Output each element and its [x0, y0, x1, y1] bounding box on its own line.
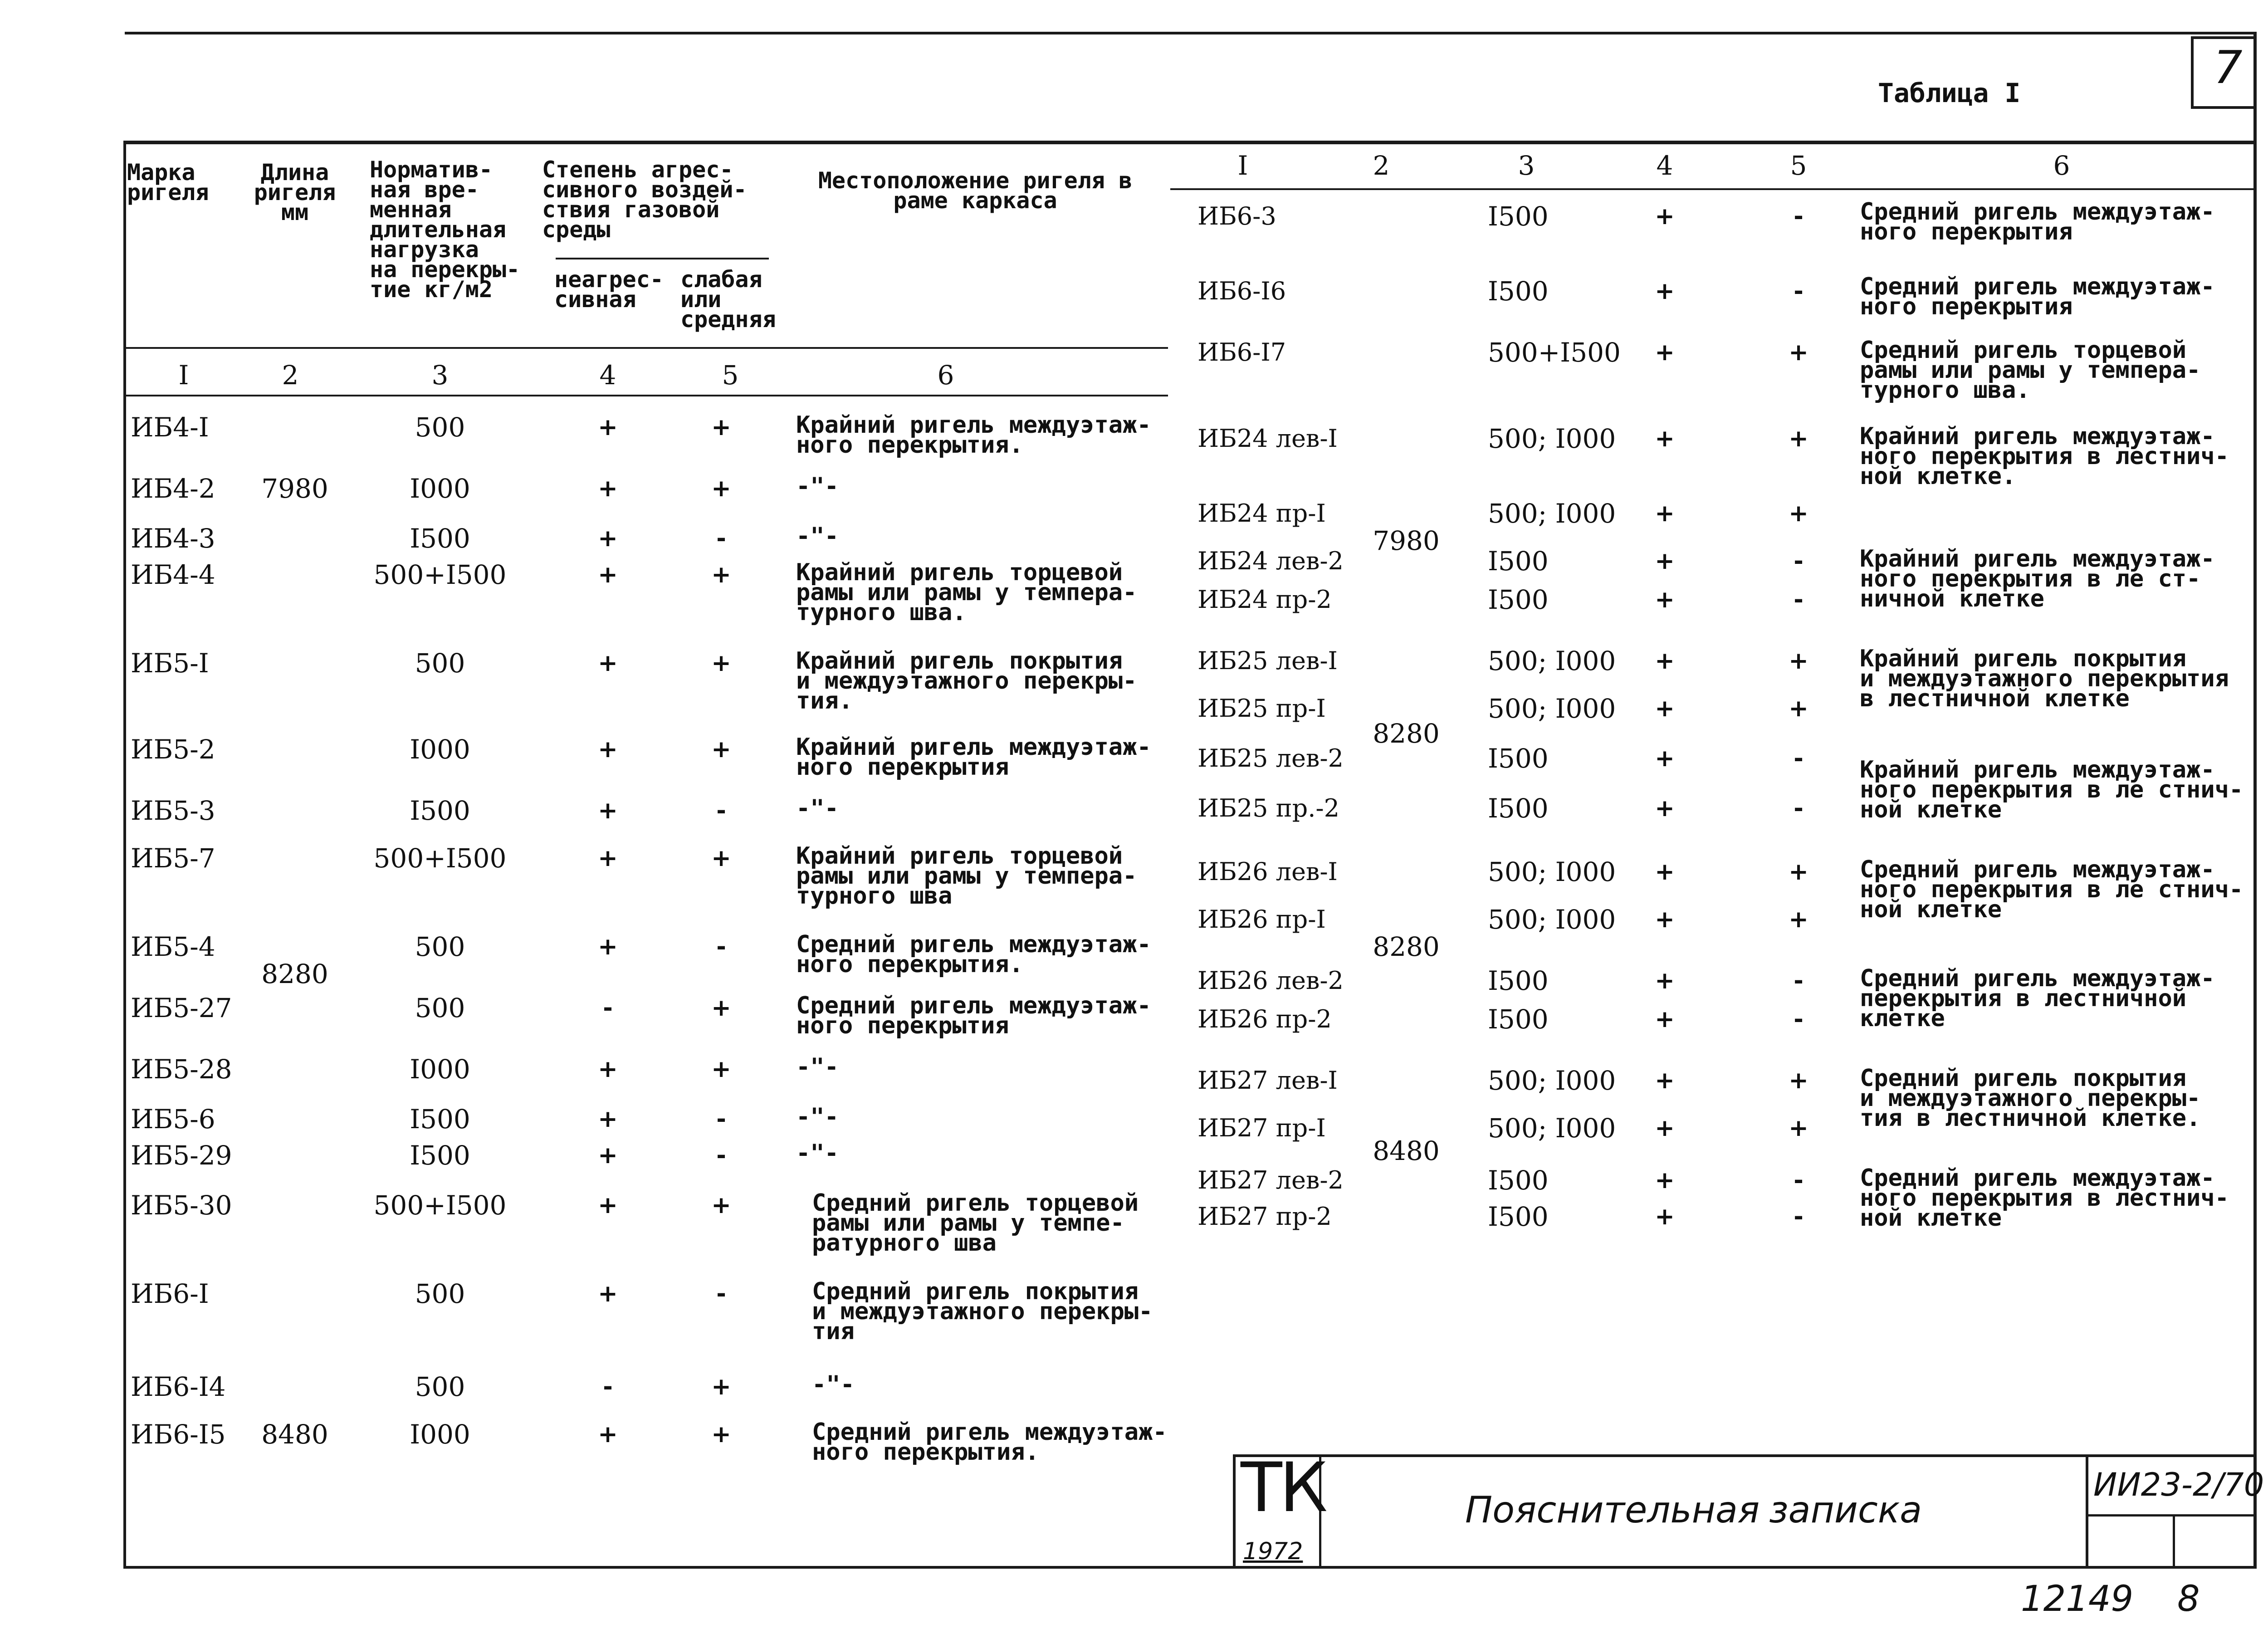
right-row-aggr-weak: + — [1789, 425, 1809, 452]
left-row-load: 500 — [415, 993, 465, 1023]
right-row-aggr-weak: + — [1789, 695, 1809, 722]
left-colnum-5: 5 — [722, 360, 739, 391]
right-row-length: 8280 — [1373, 931, 1440, 962]
right-row-mark: ИБ27 лев-I — [1198, 1066, 1338, 1095]
header-non-aggressive: неагрес- сивная — [554, 266, 664, 313]
left-row-mark: ИБ4-4 — [131, 559, 215, 590]
inventory-number: 12149 — [2021, 1579, 2134, 1619]
right-row-load: 500+I500 — [1488, 337, 1621, 368]
right-row-aggr-none: + — [1655, 967, 1675, 994]
left-row-aggr-weak: + — [711, 736, 731, 763]
right-row-load: I500 — [1488, 546, 1549, 577]
right-row-aggr-weak: - — [1794, 1006, 1804, 1033]
right-row-location: Средний ригель междуэтаж- ного перекрытия в ле стнич- ной клетке — [1860, 856, 2244, 923]
right-table-colnum-line — [1170, 188, 2254, 190]
right-row-aggr-none: + — [1655, 339, 1675, 366]
right-row-mark: ИБ6-I7 — [1198, 338, 1286, 367]
right-row-load: I500 — [1488, 1004, 1549, 1035]
document-code: ИИ23-2/70 — [2093, 1466, 2264, 1503]
left-row-aggr-weak: + — [711, 994, 731, 1022]
right-row-aggr-weak: + — [1789, 906, 1809, 933]
right-row-aggr-none: + — [1655, 1167, 1675, 1194]
header-weak: слабая или средняя — [680, 266, 776, 333]
right-row-location: Средний ригель междуэтаж- ного перекрытия в лестнич- ной клетке — [1860, 1164, 2229, 1232]
left-row-load: I000 — [410, 1054, 470, 1085]
left-row-mark: ИБ5-6 — [131, 1104, 215, 1135]
header-degree: Степень агрес- сивного воздей- ствия газовой среды — [542, 157, 747, 243]
right-row-aggr-none: + — [1655, 906, 1675, 933]
right-row-aggr-weak: + — [1789, 1115, 1809, 1142]
left-row-location: -"- — [796, 1103, 839, 1130]
left-row-location: Крайний ригель междуэтаж- ного перекрытия. — [796, 411, 1151, 459]
right-row-mark: ИБ26 лев-2 — [1198, 966, 1344, 995]
right-row-mark: ИБ25 лев-I — [1198, 646, 1338, 675]
right-row-location: Средний ригель междуэтаж- ного перекрытия — [1860, 198, 2215, 245]
document-title-word2: записка — [1769, 1489, 1922, 1531]
table-title: Таблица I — [1878, 78, 2021, 108]
right-colnum-2: 2 — [1373, 150, 1390, 181]
right-row-load: 500; I000 — [1488, 1065, 1616, 1096]
left-row-aggr-weak: - — [716, 797, 726, 824]
left-row-mark: ИБ5-2 — [131, 734, 215, 765]
left-row-location: -"- — [796, 473, 839, 500]
left-row-mark: ИБ6-I5 — [131, 1419, 226, 1450]
left-row-mark: ИБ6-I4 — [131, 1371, 226, 1402]
left-row-load: 500 — [415, 1371, 465, 1402]
left-colnum-4: 4 — [599, 360, 616, 391]
left-row-length: 8280 — [261, 959, 328, 989]
right-row-mark: ИБ24 пр-I — [1198, 499, 1326, 528]
left-row-load: I000 — [410, 1419, 470, 1450]
left-row-length: 8480 — [261, 1419, 328, 1450]
degree-underline — [556, 258, 769, 259]
right-row-load: 500; I000 — [1488, 693, 1616, 724]
right-row-load: 500; I000 — [1488, 1113, 1616, 1144]
top-border — [125, 32, 2257, 34]
right-border — [2253, 32, 2257, 1569]
left-row-mark: ИБ5-4 — [131, 931, 215, 962]
right-row-load: 500; I000 — [1488, 423, 1616, 454]
sheet-number: 7 — [2214, 41, 2243, 94]
right-row-load: 500; I000 — [1488, 646, 1616, 676]
right-row-mark: ИБ25 пр-I — [1198, 694, 1326, 723]
left-row-aggr-weak: + — [711, 561, 731, 588]
left-row-aggr-weak: - — [716, 1280, 726, 1307]
left-row-location: -"- — [796, 523, 839, 550]
left-row-location: Крайний ригель покрытия и междуэтажного перекры- тия. — [796, 647, 1137, 714]
right-row-location: Крайний ригель покрытия и междуэтажного перекрытия в лестничной клетке — [1860, 645, 2229, 712]
right-row-aggr-none: + — [1655, 586, 1675, 613]
left-row-aggr-weak: - — [716, 933, 726, 960]
right-colnum-6: 6 — [2053, 150, 2070, 181]
left-row-aggr-none: - — [603, 1373, 613, 1400]
right-colnum-3: 3 — [1518, 150, 1535, 181]
right-colnum-1: I — [1237, 150, 1248, 181]
left-row-load: 500 — [415, 648, 465, 679]
right-row-load: I500 — [1488, 965, 1549, 996]
left-row-aggr-weak: + — [711, 414, 731, 441]
right-row-mark: ИБ26 пр-2 — [1198, 1005, 1332, 1033]
right-row-aggr-none: + — [1655, 745, 1675, 772]
left-row-mark: ИБ5-I — [131, 648, 209, 679]
right-row-mark: ИБ26 лев-I — [1198, 857, 1338, 886]
right-row-aggr-weak: - — [1794, 1167, 1804, 1194]
left-row-location: Средний ригель междуэтаж- ного перекрытия — [796, 992, 1151, 1039]
titleblock-code-divider — [2086, 1454, 2088, 1568]
right-row-load: I500 — [1488, 584, 1549, 615]
right-row-mark: ИБ27 пр-I — [1198, 1114, 1326, 1142]
left-row-aggr-none: + — [598, 1421, 618, 1448]
left-row-location: -"- — [796, 795, 839, 822]
right-colnum-5: 5 — [1790, 150, 1807, 181]
left-row-mark: ИБ4-I — [131, 412, 209, 443]
right-row-load: 500; I000 — [1488, 904, 1616, 935]
right-row-aggr-none: + — [1655, 1203, 1675, 1230]
left-row-aggr-none: + — [598, 414, 618, 441]
left-row-mark: ИБ4-2 — [131, 473, 215, 504]
left-row-aggr-none: + — [598, 561, 618, 588]
left-row-mark: ИБ5-27 — [131, 993, 232, 1023]
left-row-location: Средний ригель торцевой рамы или рамы у темпе- ратурного шва — [812, 1189, 1139, 1257]
left-row-aggr-none: - — [603, 994, 613, 1022]
tk-year: 1972 — [1243, 1538, 1303, 1565]
left-colnum-2: 2 — [282, 360, 299, 391]
right-row-aggr-none: + — [1655, 647, 1675, 675]
right-row-load: I500 — [1488, 201, 1549, 232]
left-row-aggr-none: + — [598, 797, 618, 824]
left-row-location: Крайний ригель торцевой рамы или рамы у темпера- турного шва. — [796, 559, 1137, 626]
right-row-aggr-weak: - — [1794, 278, 1804, 305]
left-row-length: 7980 — [261, 473, 328, 504]
left-table-colnum-line — [125, 347, 1168, 349]
left-row-load: I000 — [410, 473, 470, 504]
left-row-aggr-weak: - — [716, 1106, 726, 1133]
right-row-aggr-none: + — [1655, 548, 1675, 575]
left-row-aggr-weak: + — [711, 1192, 731, 1219]
left-row-location: Средний ригель междуэтаж- ного перекрытия. — [796, 931, 1151, 978]
left-colnum-1: I — [178, 360, 189, 391]
left-row-load: 500 — [415, 1278, 465, 1309]
left-row-load: I500 — [410, 1140, 470, 1171]
left-colnum-3: 3 — [431, 360, 449, 391]
left-row-load: I000 — [410, 734, 470, 765]
left-row-aggr-weak: - — [716, 1142, 726, 1169]
right-row-aggr-weak: - — [1794, 586, 1804, 613]
right-row-aggr-none: + — [1655, 203, 1675, 230]
left-row-aggr-none: + — [598, 1280, 618, 1307]
right-row-mark: ИБ24 пр-2 — [1198, 585, 1332, 614]
right-row-aggr-weak: - — [1794, 745, 1804, 772]
left-row-aggr-none: + — [598, 1142, 618, 1169]
right-row-mark: ИБ27 лев-2 — [1198, 1166, 1344, 1194]
left-row-aggr-none: + — [598, 475, 618, 502]
right-row-aggr-none: + — [1655, 1115, 1675, 1142]
titleblock-top-line — [1234, 1454, 2254, 1457]
left-row-load: 500+I500 — [373, 559, 507, 590]
left-row-load: 500+I500 — [373, 1190, 507, 1221]
header-mark: Марка ригеля — [127, 159, 209, 205]
right-row-location: Средний ригель торцевой рамы или рамы у темпера- турного шва. — [1860, 337, 2201, 404]
right-row-load: I500 — [1488, 1201, 1549, 1232]
left-row-aggr-none: + — [598, 650, 618, 677]
right-row-aggr-weak: + — [1789, 1067, 1809, 1094]
right-row-mark: ИБ25 пр.-2 — [1198, 794, 1339, 822]
left-row-location: Средний ригель покрытия и междуэтажного перекры- тия — [812, 1278, 1153, 1345]
right-colnum-4: 4 — [1656, 150, 1673, 181]
right-row-aggr-none: + — [1655, 858, 1675, 885]
left-row-aggr-none: + — [598, 1106, 618, 1133]
header-load: Норматив- ная вре- менная длительная нагрузка на перекры- тие кг/м2 — [370, 157, 520, 303]
left-row-aggr-none: + — [598, 1056, 618, 1083]
left-table-row-line — [125, 395, 1168, 396]
right-row-aggr-none: + — [1655, 795, 1675, 822]
right-row-location: Крайний ригель междуэтаж- ного перекрытия в ле стнич- ной клетке — [1860, 756, 2244, 823]
right-row-aggr-none: + — [1655, 425, 1675, 452]
right-row-load: 500; I000 — [1488, 856, 1616, 887]
left-row-load: I500 — [410, 523, 470, 554]
tk-logo: ТК — [1241, 1448, 1325, 1527]
right-row-mark: ИБ26 пр-I — [1198, 905, 1326, 934]
right-row-length: 7980 — [1373, 525, 1440, 556]
left-colnum-6: 6 — [937, 360, 954, 391]
right-row-aggr-weak: + — [1789, 647, 1809, 675]
right-row-aggr-weak: - — [1794, 203, 1804, 230]
left-row-mark: ИБ5-30 — [131, 1190, 232, 1221]
right-row-length: 8280 — [1373, 718, 1440, 749]
left-row-location: Средний ригель междуэтаж- ного перекрытия. — [812, 1419, 1167, 1466]
right-row-aggr-none: + — [1655, 278, 1675, 305]
right-row-mark: ИБ6-I6 — [1198, 277, 1286, 305]
left-row-load: 500+I500 — [373, 843, 507, 874]
left-row-aggr-weak: + — [711, 845, 731, 872]
titleblock-code-hline — [2087, 1514, 2254, 1517]
left-row-aggr-none: + — [598, 525, 618, 552]
right-row-aggr-weak: - — [1794, 1203, 1804, 1230]
left-row-aggr-none: + — [598, 845, 618, 872]
right-row-aggr-weak: + — [1789, 339, 1809, 366]
right-row-location: Средний ригель покрытия и междуэтажного перекры- тия в лестничной клетке. — [1860, 1065, 2201, 1132]
right-row-aggr-weak: + — [1789, 858, 1809, 885]
left-row-load: I500 — [410, 1104, 470, 1135]
right-row-mark: ИБ27 пр-2 — [1198, 1202, 1332, 1231]
left-row-mark: ИБ4-3 — [131, 523, 215, 554]
right-row-mark: ИБ24 лев-2 — [1198, 547, 1344, 575]
right-row-aggr-none: + — [1655, 1006, 1675, 1033]
right-row-load: I500 — [1488, 276, 1549, 307]
left-row-mark: ИБ5-3 — [131, 795, 215, 826]
left-row-aggr-none: + — [598, 1192, 618, 1219]
right-row-load: 500; I000 — [1488, 498, 1616, 529]
right-row-mark: ИБ24 лев-I — [1198, 424, 1338, 453]
right-row-aggr-none: + — [1655, 1067, 1675, 1094]
right-row-aggr-weak: - — [1794, 795, 1804, 822]
left-row-load: 500 — [415, 931, 465, 962]
right-row-length: 8480 — [1373, 1135, 1440, 1166]
right-row-location: Средний ригель междуэтаж- перекрытия в лестничной клетке — [1860, 965, 2215, 1032]
right-row-aggr-weak: - — [1794, 548, 1804, 575]
right-row-aggr-weak: - — [1794, 967, 1804, 994]
left-row-aggr-weak: + — [711, 1056, 731, 1083]
left-row-aggr-weak: - — [716, 525, 726, 552]
left-row-mark: ИБ5-28 — [131, 1054, 232, 1085]
right-row-aggr-none: + — [1655, 695, 1675, 722]
left-row-load: 500 — [415, 412, 465, 443]
right-row-load: I500 — [1488, 1165, 1549, 1196]
left-row-load: I500 — [410, 795, 470, 826]
right-row-location: Крайний ригель междуэтаж- ного перекрытия в ле ст- ничной клетке — [1860, 545, 2215, 612]
left-row-aggr-none: + — [598, 933, 618, 960]
header-length: Длина ригеля мм — [254, 159, 336, 225]
left-row-location: -"- — [796, 1140, 839, 1167]
left-row-aggr-weak: + — [711, 1421, 731, 1448]
left-row-aggr-weak: + — [711, 475, 731, 502]
right-row-mark: ИБ25 лев-2 — [1198, 744, 1344, 773]
titleblock-left-line — [1233, 1454, 1236, 1568]
left-row-location: -"- — [796, 1053, 839, 1081]
left-row-location: Крайний ригель междуэтаж- ного перекрытия — [796, 734, 1151, 781]
header-location: Местоположение ригеля в раме каркаса — [818, 167, 1133, 214]
left-row-mark: ИБ5-29 — [131, 1140, 232, 1171]
left-row-location: -"- — [812, 1371, 855, 1398]
header-line — [125, 141, 2257, 144]
left-row-aggr-weak: + — [711, 650, 731, 677]
left-border — [123, 141, 126, 1569]
bottom-border — [125, 1566, 2257, 1569]
left-row-location: Крайний ригель торцевой рамы или рамы у темпера- турного шва — [796, 842, 1137, 910]
right-row-mark: ИБ6-3 — [1198, 202, 1276, 230]
left-row-aggr-weak: + — [711, 1373, 731, 1400]
page-number: 8 — [2177, 1579, 2200, 1619]
document-title-word1: Пояснительная — [1465, 1489, 1760, 1531]
right-row-load: I500 — [1488, 793, 1549, 824]
right-row-load: I500 — [1488, 743, 1549, 774]
titleblock-code-vline — [2173, 1514, 2175, 1568]
right-row-aggr-none: + — [1655, 500, 1675, 527]
left-row-mark: ИБ6-I — [131, 1278, 209, 1309]
right-row-location: Крайний ригель междуэтаж- ного перекрытия в лестнич- ной клетке. — [1860, 423, 2229, 490]
left-row-aggr-none: + — [598, 736, 618, 763]
right-row-aggr-weak: + — [1789, 500, 1809, 527]
right-row-location: Средний ригель междуэтаж- ного перекрытия — [1860, 273, 2215, 320]
left-row-mark: ИБ5-7 — [131, 843, 215, 874]
